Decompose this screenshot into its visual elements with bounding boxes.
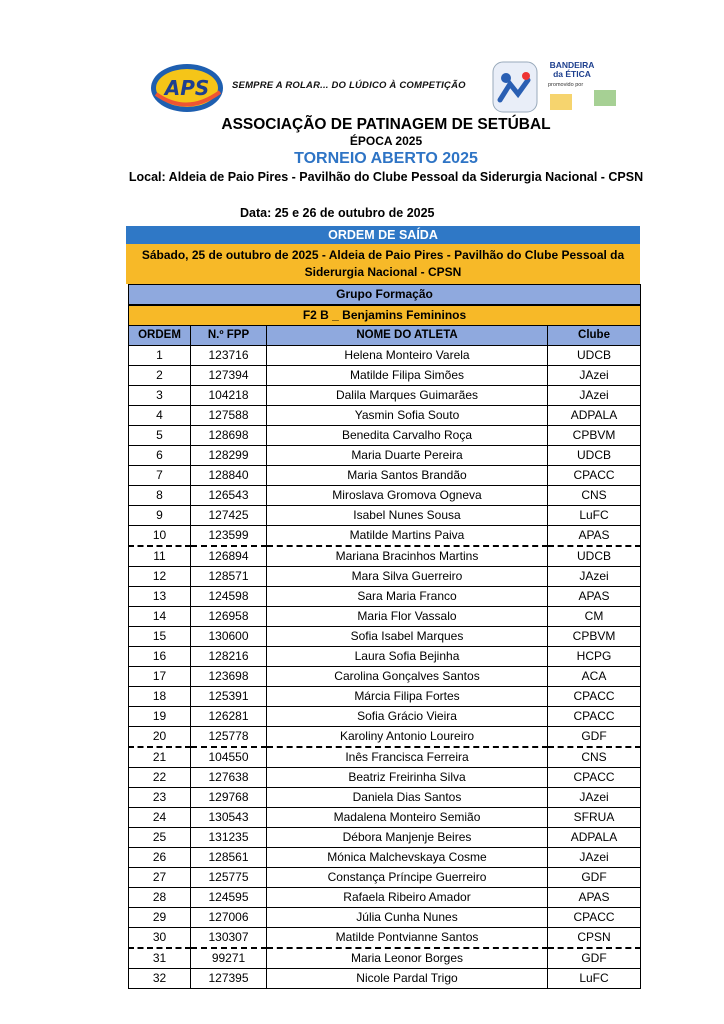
table-row (129, 426, 641, 446)
cell-clube: CPBVM (548, 426, 641, 446)
start-order-table (128, 284, 641, 989)
cell-clube: UDCB (548, 446, 641, 466)
group-title: Grupo Formação (129, 285, 641, 306)
table-row (129, 466, 641, 486)
cell-clube: CNS (548, 747, 641, 768)
column-header-nome: NOME DO ATLETA (267, 326, 548, 346)
cell-ordem: 14 (129, 607, 191, 627)
cell-clube: JAzei (548, 788, 641, 808)
table-row (129, 627, 641, 647)
cell-nome: Madalena Monteiro Semião (267, 808, 548, 828)
cell-ordem: 22 (129, 768, 191, 788)
cell-fpp: 127394 (191, 366, 267, 386)
table-row (129, 687, 641, 707)
cell-clube: JAzei (548, 567, 641, 587)
table-row (129, 928, 641, 949)
table-row (129, 667, 641, 687)
table-row (129, 908, 641, 928)
cell-ordem: 6 (129, 446, 191, 466)
cell-nome: Constança Príncipe Guerreiro (267, 868, 548, 888)
cell-clube: JAzei (548, 848, 641, 868)
document-header (0, 0, 724, 125)
cell-fpp: 128216 (191, 647, 267, 667)
athlete-rows (129, 346, 641, 989)
cell-ordem: 31 (129, 948, 191, 969)
cell-ordem: 10 (129, 526, 191, 547)
cell-ordem: 16 (129, 647, 191, 667)
cell-nome: Carolina Gonçalves Santos (267, 667, 548, 687)
cell-nome: Helena Monteiro Varela (267, 346, 548, 366)
cell-nome: Daniela Dias Santos (267, 788, 548, 808)
cell-clube: ACA (548, 667, 641, 687)
cell-fpp: 127395 (191, 969, 267, 989)
table-row (129, 707, 641, 727)
cell-fpp: 130543 (191, 808, 267, 828)
cell-clube: CM (548, 607, 641, 627)
cell-clube: UDCB (548, 346, 641, 366)
table-row (129, 747, 641, 768)
cell-fpp: 123698 (191, 667, 267, 687)
table-row (129, 768, 641, 788)
cell-fpp: 128571 (191, 567, 267, 587)
venue: Local: Aldeia de Paio Pires - Pavilhão do Clube Pessoal da Siderurgia Nacional - CPSN (128, 170, 644, 184)
cell-nome: Inês Francisca Ferreira (267, 747, 548, 768)
column-header-ordem: ORDEM (129, 326, 191, 346)
cell-clube: ADPALA (548, 406, 641, 426)
cell-nome: Matilde Martins Paiva (267, 526, 548, 547)
table-row (129, 868, 641, 888)
cell-clube: HCPG (548, 647, 641, 667)
cell-ordem: 4 (129, 406, 191, 426)
cell-clube: JAzei (548, 366, 641, 386)
cell-ordem: 19 (129, 707, 191, 727)
cell-nome: Maria Flor Vassalo (267, 607, 548, 627)
cell-nome: Rafaela Ribeiro Amador (267, 888, 548, 908)
cell-fpp: 125775 (191, 868, 267, 888)
cell-fpp: 126543 (191, 486, 267, 506)
cell-clube: CPACC (548, 908, 641, 928)
category-title: F2 B _ Benjamins Femininos (129, 305, 641, 326)
cell-fpp: 104550 (191, 747, 267, 768)
cell-ordem: 26 (129, 848, 191, 868)
cell-clube: APAS (548, 587, 641, 607)
cell-clube: APAS (548, 526, 641, 547)
cell-nome: Matilde Filipa Simões (267, 366, 548, 386)
cell-clube: CPSN (548, 928, 641, 949)
cell-clube: CPACC (548, 687, 641, 707)
column-header-fpp: N.º FPP (191, 326, 267, 346)
cell-fpp: 129768 (191, 788, 267, 808)
cell-nome: Maria Duarte Pereira (267, 446, 548, 466)
ethics-subtitle: promovido por (548, 82, 584, 88)
cell-clube: CNS (548, 486, 641, 506)
table-row (129, 526, 641, 547)
table-row (129, 386, 641, 406)
cell-clube: APAS (548, 888, 641, 908)
cell-nome: Beatriz Freirinha Silva (267, 768, 548, 788)
cell-clube: ADPALA (548, 828, 641, 848)
table-row (129, 808, 641, 828)
cell-ordem: 8 (129, 486, 191, 506)
table-row (129, 446, 641, 466)
cell-fpp: 130600 (191, 627, 267, 647)
table-row (129, 587, 641, 607)
ethics-title (543, 61, 601, 79)
cell-nome: Júlia Cunha Nunes (267, 908, 548, 928)
cell-ordem: 17 (129, 667, 191, 687)
table-row (129, 546, 641, 567)
aps-logo-text: APS (164, 76, 210, 100)
cell-fpp: 131235 (191, 828, 267, 848)
cell-ordem: 2 (129, 366, 191, 386)
cell-clube: GDF (548, 727, 641, 748)
cell-ordem: 9 (129, 506, 191, 526)
cell-ordem: 13 (129, 587, 191, 607)
table-row (129, 506, 641, 526)
cell-ordem: 27 (129, 868, 191, 888)
cell-ordem: 11 (129, 546, 191, 567)
table-row (129, 366, 641, 386)
cell-nome: Sofia Isabel Marques (267, 627, 548, 647)
cell-nome: Mónica Malchevskaya Cosme (267, 848, 548, 868)
season: ÉPOCA 2025 (349, 134, 423, 148)
cell-fpp: 124595 (191, 888, 267, 908)
cell-nome: Maria Santos Brandão (267, 466, 548, 486)
cell-nome: Isabel Nunes Sousa (267, 506, 548, 526)
cell-fpp: 128698 (191, 426, 267, 446)
cell-nome: Márcia Filipa Fortes (267, 687, 548, 707)
cell-nome: Dalila Marques Guimarães (267, 386, 548, 406)
cell-nome: Débora Manjenje Beires (267, 828, 548, 848)
cell-ordem: 20 (129, 727, 191, 748)
table-row (129, 828, 641, 848)
cell-fpp: 127006 (191, 908, 267, 928)
cell-fpp: 126281 (191, 707, 267, 727)
cell-clube: LuFC (548, 969, 641, 989)
cell-ordem: 7 (129, 466, 191, 486)
aps-logo (148, 58, 226, 118)
cell-fpp: 127588 (191, 406, 267, 426)
cell-ordem: 28 (129, 888, 191, 908)
table-row (129, 346, 641, 366)
cell-ordem: 25 (129, 828, 191, 848)
cell-ordem: 5 (129, 426, 191, 446)
tournament-title: TORNEIO ABERTO 2025 (294, 150, 478, 167)
cell-fpp: 126958 (191, 607, 267, 627)
cell-clube: GDF (548, 868, 641, 888)
cell-fpp: 104218 (191, 386, 267, 406)
cell-fpp: 123716 (191, 346, 267, 366)
cell-ordem: 32 (129, 969, 191, 989)
cell-fpp: 128561 (191, 848, 267, 868)
cell-clube: LuFC (548, 506, 641, 526)
cell-ordem: 12 (129, 567, 191, 587)
table-row (129, 888, 641, 908)
cell-ordem: 3 (129, 386, 191, 406)
cell-clube: CPACC (548, 466, 641, 486)
cell-ordem: 21 (129, 747, 191, 768)
cell-clube: GDF (548, 948, 641, 969)
association-name: ASSOCIAÇÃO DE PATINAGEM DE SETÚBAL (221, 116, 551, 133)
cell-nome: Nicole Pardal Trigo (267, 969, 548, 989)
cell-ordem: 29 (129, 908, 191, 928)
cell-clube: CPACC (548, 768, 641, 788)
cell-ordem: 18 (129, 687, 191, 707)
table-row (129, 969, 641, 989)
table-row (129, 406, 641, 426)
cell-ordem: 24 (129, 808, 191, 828)
cell-nome: Laura Sofia Bejinha (267, 647, 548, 667)
cell-fpp: 123599 (191, 526, 267, 547)
cell-clube: JAzei (548, 386, 641, 406)
cell-fpp: 128840 (191, 466, 267, 486)
cell-nome: Miroslava Gromova Ogneva (267, 486, 548, 506)
cell-nome: Sofia Grácio Vieira (267, 707, 548, 727)
cell-nome: Mariana Bracinhos Martins (267, 546, 548, 567)
cell-clube: CPACC (548, 707, 641, 727)
table-row (129, 948, 641, 969)
table-row (129, 567, 641, 587)
cell-fpp: 128299 (191, 446, 267, 466)
ethics-title-line1: BANDEIRA (549, 60, 595, 70)
table-row (129, 848, 641, 868)
cell-ordem: 30 (129, 928, 191, 949)
table-row (129, 727, 641, 748)
ethics-title-line2: da ÉTICA (553, 69, 591, 79)
cell-nome: Benedita Carvalho Roça (267, 426, 548, 446)
cell-fpp: 124598 (191, 587, 267, 607)
table-row (129, 607, 641, 627)
cell-nome: Sara Maria Franco (267, 587, 548, 607)
cell-fpp: 127425 (191, 506, 267, 526)
column-header-clube: Clube (548, 326, 641, 346)
cell-fpp: 127638 (191, 768, 267, 788)
table-row (129, 788, 641, 808)
cell-fpp: 130307 (191, 928, 267, 949)
cell-fpp: 125778 (191, 727, 267, 748)
title-block (100, 116, 672, 185)
cell-clube: UDCB (548, 546, 641, 567)
cell-fpp: 125391 (191, 687, 267, 707)
cell-ordem: 1 (129, 346, 191, 366)
cell-nome: Yasmin Sofia Souto (267, 406, 548, 426)
cell-clube: CPBVM (548, 627, 641, 647)
ordem-de-saida-banner: ORDEM DE SAÍDA (126, 226, 640, 244)
cell-fpp: 126894 (191, 546, 267, 567)
cell-ordem: 15 (129, 627, 191, 647)
cell-nome: Mara Silva Guerreiro (267, 567, 548, 587)
cell-ordem: 23 (129, 788, 191, 808)
table-row (129, 486, 641, 506)
event-date: Data: 25 e 26 de outubro de 2025 (240, 206, 435, 220)
cell-clube: SFRUA (548, 808, 641, 828)
session-banner: Sábado, 25 de outubro de 2025 - Aldeia de Paio Pires - Pavilhão do Clube Pessoal da Siderurgia Nacional - CPSN (126, 244, 640, 284)
table-row (129, 647, 641, 667)
cell-nome: Karoliny Antonio Loureiro (267, 727, 548, 748)
slogan: SEMPRE A ROLAR... DO LÚDICO À COMPETIÇÃO (232, 80, 466, 91)
cell-fpp: 99271 (191, 948, 267, 969)
cell-nome: Maria Leonor Borges (267, 948, 548, 969)
cell-nome: Matilde Pontvianne Santos (267, 928, 548, 949)
